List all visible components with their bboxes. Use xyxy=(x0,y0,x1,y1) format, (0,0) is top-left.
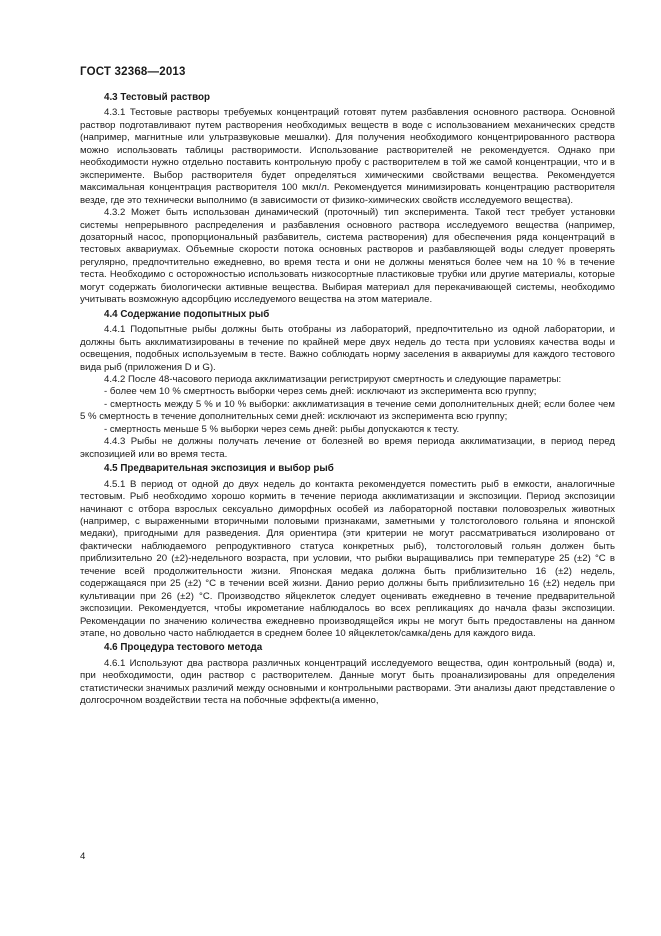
section-4-4-title: 4.4 Содержание подопытных рыб xyxy=(104,308,270,320)
paragraph-4-6-1: 4.6.1 Используют два раствора различных концентраций исследуемого вещества, один контрольный (вода) и, при необходимости, один раствор с растворителем. Данные могут быть проанализированы для определения статистически значимых различий между основными и контрольными растворами. Эти анализы дают представление о долгосрочном воздействии теста на побочные эффекты(а именно, xyxy=(80,657,615,707)
section-4-6-title: 4.6 Процедура тестового метода xyxy=(104,642,263,654)
paragraph-4-3-1: 4.3.1 Тестовые растворы требуемых концентраций готовят путем разбавления основного раствора. Основной раствор подготавливают путем растворения необходимых веществ в воде с использованием механических средств (например, магнитные или ультразвуковые мешалки). Для получения необходимого концентрированного раствора можно использовать таблицы растворимости. Использование растворителей не рекомендуется. Однако при необходимости нужно отдельно поставить контрольную пробу с растворителем в той же самой концентрации, что и в эксперименте. Выбор растворителя будет определяться химическими свойствами вещества. Рекомендуется максимальная концентрация растворителя 100 мкл/л. Рекомендуется минимизировать концентрацию растворителя везде, где это технически выполнимо (в зависимости от физико-химических свойств исследуемого вещества). xyxy=(80,107,615,206)
list-item-mortality-under-5: - смертность меньше 5 % выборки через семь дней: рыбы допускаются к тесту. xyxy=(104,423,460,435)
page-content xyxy=(80,92,615,708)
list-item-mortality-over-10: - более чем 10 % смертность выборки через семь дней: исключают из эксперимента всю группу; xyxy=(104,386,537,398)
page-number: 4 xyxy=(80,851,86,862)
section-4-3-title: 4.3 Тестовый раствор xyxy=(104,92,210,103)
paragraph-4-3-2: 4.3.2 Может быть использован динамический (проточный) тип эксперимента. Такой тест требует установки системы непрерывного распределения и разбавления основного раствора исследуемого вещества (например, дозаторный насос, пропорциональный разбавитель, система растворения) для обеспечения ряда концентраций в тестовых аквариумах. Объемные скорости потока основных растворов и разбавляющей воды следует проверять регулярно, предпочтительно ежедневно, во время теста и они не должны меняться более чем на 10 % в течение теста. Необходимо с осторожностью использовать низкосортные пластиковые трубки или другие материалы, которые могут содержать биологически активные вещества. Выбирая материал для перекачивающей системы, необходимо учитывать возможную адсорбцию исследуемого вещества на этом материале. xyxy=(80,207,615,306)
paragraph-4-4-1: 4.4.1 Подопытные рыбы должны быть отобраны из лабораторий, предпочтительно из одной лаборатории, и должны быть акклиматизированы в течение по крайней мере двух недель до теста при условиях качества воды и освещения, подобных используемым в тесте. Важно соблюдать норму заселения в аквариумы для каждого тестового вида рыб (приложения D и G). xyxy=(80,324,615,373)
running-header: ГОСТ 32368—2013 xyxy=(80,66,186,78)
paragraph-4-5-1: 4.5.1 В период от одной до двух недель до контакта рекомендуется поместить рыб в емкости, аналогичные тестовым. Рыб необходимо хорошо кормить в течение периода акклиматизации и экспозиции. Период экспозиции начинают с отбора взрослых сексуально диморфных особей из лабораторной поставки половозрелых животных (например, с выраженными вторичными половыми признаками, заметными у толстоголового гольяна и японской медаки), пригодными для разведения. Для ориентира (эти критерии не могут рассматриваться изолировано от фактически наблюдаемого репродуктивного статуса конкретных рыб), толстоголовый гольян должен быть приблизительно 20 (±2)-недельного возраста, при условии, что рыбки выращивались при температуре 25 (±2) °С в течение всей продолжительности жизни. Японская медака должна быть приблизительно 16 (±2) недель, содержащаяся при 25 (±2) °С в течении всей жизни. Данио рерио должны быть приблизительно 16 (±2) недель при культивации при 26 (±2) °С. Производство яйцеклеток следует оценивать ежедневно в течение предварительной экспозиции. Рекомендуется, чтобы икрометание наблюдалось во всех репликациях до начала фазы экспозиции. Рекомендации по значению количества ежедневно производящейся икры не могут быть предоставлены на данном этапе, но довольно часто наблюдается в среднем более 10 яйцеклеток/самка/день для каждого вида. xyxy=(80,478,615,640)
paragraph-4-4-3: 4.4.3 Рыбы не должны получать лечение от болезней во время периода акклиматизации, в период перед экспозицией или во время теста. xyxy=(80,436,615,460)
paragraph-4-4-2: 4.4.2 После 48-часового периода акклиматизации регистрируют смертность и следующие параметры: xyxy=(104,373,562,385)
section-4-5-title: 4.5 Предварительная экспозиция и выбор рыб xyxy=(104,463,334,475)
list-item-mortality-5-to-10: - смертность между 5 % и 10 % выборки: акклиматизация в течение семи дополнительных дней; если более чем 5 % смертность в течение дополнительных семи дней: исключают из эксперимента всю группу; xyxy=(80,398,615,423)
